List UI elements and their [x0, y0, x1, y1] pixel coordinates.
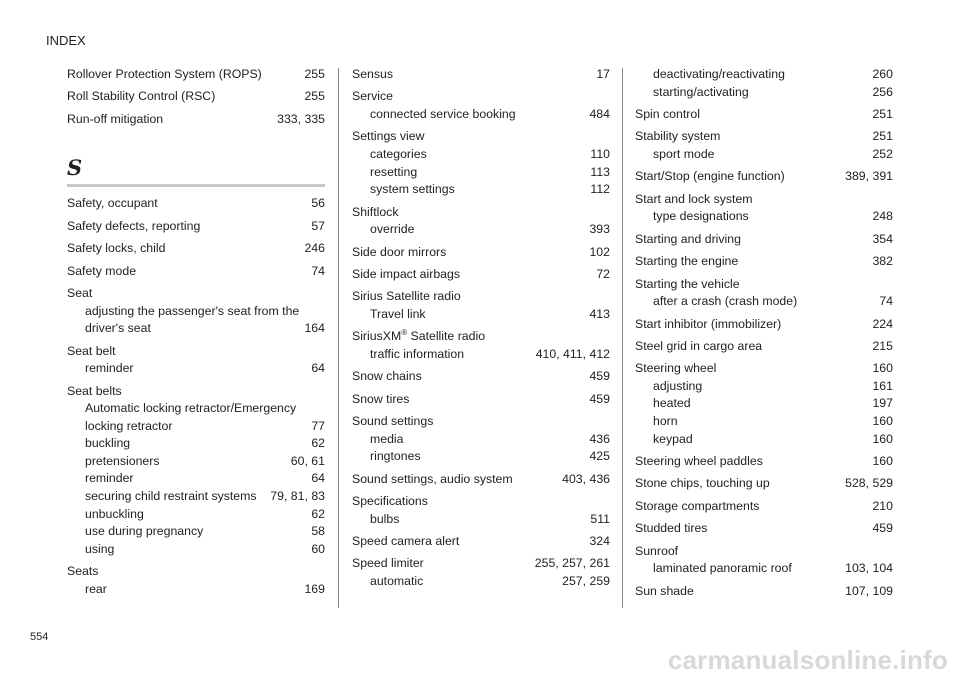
- entry-row: [67, 263, 325, 281]
- index-entry: [352, 391, 610, 409]
- index-entry: [352, 413, 610, 466]
- page-ref: 110: [590, 146, 610, 161]
- entry-term: Seat belts: [67, 383, 122, 398]
- section-letter-block: [67, 156, 325, 187]
- subentry-term: system settings: [370, 182, 455, 197]
- page-ref: 251: [872, 129, 893, 144]
- subentry-list: [352, 106, 610, 124]
- index-entry: [635, 253, 893, 271]
- entry-term: Studded tires: [635, 521, 708, 536]
- entry-row: [67, 88, 325, 106]
- entry-row: [352, 266, 610, 284]
- entry-row: [635, 520, 893, 538]
- subentry-row: [370, 146, 610, 164]
- entry-term: Settings view: [352, 129, 425, 144]
- entry-term: Sensus: [352, 67, 394, 81]
- entry-term: Sound settings, audio system: [352, 471, 513, 486]
- subentry-term: reminder: [85, 471, 134, 486]
- entry-row: [352, 368, 610, 386]
- subentry-term: automatic: [370, 574, 424, 588]
- index-entries-s: [67, 195, 325, 598]
- index-entry: [635, 128, 893, 163]
- index-entry: [635, 543, 893, 578]
- page-ref: 160: [872, 454, 893, 469]
- subentry-list: [352, 346, 610, 364]
- subentry-row: [370, 181, 610, 199]
- entry-term: Steering wheel paddles: [635, 454, 763, 469]
- entry-term: Starting and driving: [635, 231, 741, 246]
- page-ref: 425: [589, 449, 610, 464]
- entry-term: Storage compartments: [635, 498, 760, 513]
- index-entry: [635, 168, 893, 186]
- trademark-symbol: ®: [401, 328, 408, 338]
- page-ref: 169: [304, 581, 325, 596]
- index-entry: [635, 191, 893, 226]
- subentry-term: heated: [653, 396, 691, 411]
- index-entry: [352, 368, 610, 386]
- index-entries: [635, 66, 893, 600]
- page-ref: 58: [311, 524, 325, 539]
- subentry-term: type designations: [653, 209, 749, 224]
- page-header-title: INDEX: [46, 33, 86, 48]
- index-entry: [635, 475, 893, 493]
- entry-row: [635, 191, 893, 209]
- subentry-term: unbuckling: [85, 506, 144, 521]
- index-entry: [67, 218, 325, 236]
- entry-row: [635, 316, 893, 334]
- index-entry: [352, 266, 610, 284]
- entry-term: Steering wheel: [635, 361, 717, 376]
- entry-term: Roll Stability Control (RSC): [67, 89, 216, 104]
- entry-row: [352, 204, 610, 222]
- page-ref: 161: [872, 378, 893, 393]
- index-entry: [352, 493, 610, 528]
- subentry-term: starting/activating: [653, 84, 749, 99]
- entry-term: Safety, occupant: [67, 196, 158, 211]
- subentry-term: laminated panoramic roof: [653, 561, 792, 576]
- subentry-row: [85, 488, 325, 506]
- entry-row: [635, 475, 893, 493]
- entry-term: Seat: [67, 285, 93, 300]
- entry-term: Stone chips, touching up: [635, 476, 770, 491]
- subentry-row: [85, 470, 325, 488]
- index-entries: [352, 66, 610, 591]
- index-entry: [352, 471, 610, 489]
- index-entry: [67, 66, 325, 84]
- page-ref: 511: [590, 511, 610, 526]
- subentry-list: [635, 293, 893, 311]
- entry-row: [67, 240, 325, 258]
- entry-row: [67, 218, 325, 236]
- page-number: 554: [30, 631, 49, 643]
- subentry-term: connected service booking: [370, 106, 516, 121]
- entry-term: Side door mirrors: [352, 244, 447, 259]
- page-ref: 333, 335: [277, 111, 325, 126]
- subentry-row: [653, 395, 893, 413]
- page-ref: 528, 529: [845, 476, 893, 491]
- entry-row: [352, 328, 610, 346]
- page-ref: 72: [596, 266, 610, 281]
- subentry-list: [352, 573, 610, 591]
- page-ref: 260: [872, 67, 893, 81]
- subentry-row: [85, 541, 325, 559]
- subentry-row: [370, 448, 610, 466]
- index-entry: [67, 240, 325, 258]
- entry-row: [352, 533, 610, 551]
- page-ref: 62: [311, 436, 325, 451]
- subentry-term: horn: [653, 414, 678, 429]
- page-ref: 255, 257, 261: [534, 556, 610, 571]
- subentry-list: [352, 431, 610, 466]
- page-ref: 197: [872, 396, 893, 411]
- index-entry: [67, 263, 325, 281]
- entry-row: [635, 583, 893, 601]
- page-ref: 256: [872, 84, 893, 99]
- subentry-row: [85, 453, 325, 471]
- entry-row: [635, 253, 893, 271]
- index-entry: [352, 288, 610, 323]
- page-ref: 410, 411, 412: [535, 346, 610, 361]
- index-column-2: [352, 66, 610, 595]
- page-ref: 354: [872, 231, 893, 246]
- subentry-list: [67, 400, 325, 558]
- subentry-term: reminder: [85, 361, 134, 376]
- index-entry: [67, 383, 325, 559]
- entry-term: Run-off mitigation: [67, 111, 164, 126]
- page-ref: 484: [589, 106, 610, 121]
- subentry-row: [653, 560, 893, 578]
- subentry-term: buckling: [85, 436, 131, 451]
- index-entry: [67, 563, 325, 598]
- page-ref: 74: [879, 294, 893, 309]
- index-entry: [67, 285, 325, 338]
- subentry-term: after a crash (crash mode): [653, 294, 798, 309]
- entry-row: [635, 360, 893, 378]
- subentry-row: [653, 413, 893, 431]
- entry-row: [352, 128, 610, 146]
- page-ref: 459: [589, 369, 610, 384]
- column-divider: [338, 68, 339, 608]
- page-ref: 57: [311, 218, 325, 233]
- page-ref: 164: [304, 321, 325, 336]
- subentry-term: Travel link: [370, 306, 426, 321]
- page-ref: 64: [311, 471, 325, 486]
- entry-term: Spin control: [635, 106, 700, 121]
- subentry-row: [653, 208, 893, 226]
- index-entry: [635, 498, 893, 516]
- column-divider: [622, 68, 623, 608]
- page-ref: 246: [304, 241, 325, 256]
- page-ref: 251: [872, 106, 893, 121]
- page-ref: 102: [589, 244, 610, 259]
- entry-row: [352, 493, 610, 511]
- index-column-1: [67, 66, 325, 603]
- page-ref: 382: [872, 254, 893, 269]
- entry-term: Seats: [67, 564, 99, 579]
- subentry-row: [370, 431, 610, 449]
- entry-term: Safety mode: [67, 263, 137, 278]
- subentry-row: [370, 573, 610, 591]
- page-ref: 255: [304, 67, 325, 81]
- subentry-row: [85, 360, 325, 378]
- index-entry: [352, 244, 610, 262]
- entry-term: Sun shade: [635, 583, 694, 598]
- entry-term: Start inhibitor (immobilizer): [635, 316, 782, 331]
- entry-term: Starting the engine: [635, 254, 739, 269]
- index-entry: [635, 276, 893, 311]
- index-entry: [635, 316, 893, 334]
- entry-term: Start and lock system: [635, 191, 753, 206]
- subentry-row: [653, 66, 893, 84]
- page-ref: 17: [596, 67, 610, 81]
- entry-row: [67, 66, 325, 84]
- page-ref: 324: [589, 534, 610, 549]
- page-ref: 459: [589, 391, 610, 406]
- entry-row: [635, 498, 893, 516]
- page-ref: 112: [590, 182, 610, 197]
- page-ref: 224: [872, 316, 893, 331]
- entry-row: [352, 88, 610, 106]
- subentry-list: [635, 66, 893, 101]
- entry-term: Specifications: [352, 494, 428, 509]
- subentry-term: deactivating/reactivating: [653, 67, 785, 81]
- index-entry: [352, 128, 610, 198]
- subentry-list: [635, 560, 893, 578]
- section-letter: S: [67, 155, 83, 181]
- entry-row: [635, 231, 893, 249]
- page-ref: 77: [311, 418, 325, 433]
- subentry-term: pretensioners: [85, 453, 160, 468]
- subentry-row: [370, 106, 610, 124]
- subentry-term: use during pregnancy: [85, 524, 204, 539]
- index-entry: [67, 88, 325, 106]
- page-ref: 403, 436: [562, 471, 610, 486]
- page-ref: 62: [311, 506, 325, 521]
- entry-term: Sunroof: [635, 543, 679, 558]
- index-entry: [635, 66, 893, 101]
- subentry-list: [67, 581, 325, 599]
- index-entry: [635, 360, 893, 448]
- page-ref: 160: [872, 414, 893, 429]
- entry-row: [635, 276, 893, 294]
- entry-row: [352, 471, 610, 489]
- entry-term: Speed camera alert: [352, 534, 460, 549]
- entry-term: Starting the vehicle: [635, 276, 740, 291]
- page-ref: 56: [311, 196, 325, 211]
- section-letter-rule: [67, 184, 325, 187]
- subentry-list: [635, 208, 893, 226]
- index-entry: [67, 111, 325, 129]
- index-column-3: [635, 66, 893, 605]
- subentry-row: [653, 431, 893, 449]
- entry-row: [635, 543, 893, 561]
- subentry-row: [85, 418, 325, 436]
- page-ref: 248: [872, 209, 893, 224]
- entry-term: Side impact airbags: [352, 266, 460, 281]
- subentry-term: using: [85, 541, 115, 556]
- index-entries-r: [67, 66, 325, 128]
- page-ref: 389, 391: [845, 169, 893, 184]
- page-ref: 107, 109: [845, 583, 893, 598]
- page-ref: 393: [589, 222, 610, 237]
- watermark-text: carmanualsonline.info: [667, 645, 948, 675]
- entry-row: [67, 383, 325, 401]
- subentry-list: [67, 303, 325, 338]
- subentry-row: [370, 346, 610, 364]
- index-entry: [635, 338, 893, 356]
- entry-term: Safety locks, child: [67, 241, 166, 256]
- subentry-row: [85, 320, 325, 338]
- subentry-row: [370, 221, 610, 239]
- index-entry: [352, 555, 610, 590]
- entry-term: Safety defects, reporting: [67, 218, 201, 233]
- page-ref: 74: [311, 263, 325, 278]
- subentry-term: categories: [370, 146, 427, 161]
- page-ref: 459: [872, 521, 893, 536]
- index-entry: [352, 204, 610, 239]
- index-entry: [352, 328, 610, 363]
- entry-row: [352, 555, 610, 573]
- entry-term: Speed limiter: [352, 556, 424, 571]
- page-ref: 60, 61: [290, 453, 325, 468]
- entry-row: [67, 285, 325, 303]
- page-ref: 210: [872, 498, 893, 513]
- subentry-row: [653, 146, 893, 164]
- subentry-term-line: Automatic locking retractor/Emergency: [85, 401, 297, 416]
- subentry-row: [85, 523, 325, 541]
- entry-term: Shiftlock: [352, 204, 399, 219]
- subentry-term: ringtones: [370, 449, 421, 464]
- entry-term: Snow tires: [352, 391, 410, 406]
- entry-row: [352, 244, 610, 262]
- entry-term: Seat belt: [67, 343, 116, 358]
- subentry-term-line: adjusting the passenger's seat from the: [85, 303, 300, 318]
- index-entry: [67, 343, 325, 378]
- subentry-row: [653, 378, 893, 396]
- index-entry: [352, 533, 610, 551]
- entry-row: [635, 106, 893, 124]
- entry-row: [67, 343, 325, 361]
- entry-term: Service: [352, 89, 394, 104]
- subentry-term: adjusting: [653, 378, 703, 393]
- subentry-term: securing child restraint systems: [85, 489, 257, 504]
- page-ref: 60: [311, 541, 325, 556]
- entry-term: Start/Stop (engine function): [635, 169, 785, 184]
- subentry-row: [85, 506, 325, 524]
- entry-row: [352, 413, 610, 431]
- subentry-term: media: [370, 431, 404, 446]
- page-ref: 160: [872, 361, 893, 376]
- subentry-term: rear: [85, 581, 107, 596]
- page-ref: 413: [589, 306, 610, 321]
- subentry-row: [653, 84, 893, 102]
- subentry-row: [370, 306, 610, 324]
- entry-row: [635, 168, 893, 186]
- index-entry: [635, 583, 893, 601]
- page-ref: 252: [872, 146, 893, 161]
- entry-term: Sirius Satellite radio: [352, 289, 461, 304]
- page-ref: 160: [872, 431, 893, 446]
- subentry-row: [85, 435, 325, 453]
- entry-row: [635, 453, 893, 471]
- subentry-term: resetting: [370, 164, 418, 179]
- page-ref: 113: [590, 164, 610, 179]
- subentry-list: [635, 378, 893, 448]
- page-ref: 436: [589, 431, 610, 446]
- subentry-term: driver's seat: [85, 321, 151, 336]
- entry-term: Stability system: [635, 129, 721, 144]
- page-ref: 255: [304, 89, 325, 104]
- subentry-list: [352, 511, 610, 529]
- subentry-row: [85, 581, 325, 599]
- entry-row: [352, 391, 610, 409]
- entry-row: [67, 195, 325, 213]
- index-entry: [635, 231, 893, 249]
- page-ref: 103, 104: [845, 561, 893, 576]
- subentry-list: [635, 146, 893, 164]
- subentry-list: [352, 146, 610, 199]
- subentry-term: locking retractor: [85, 418, 173, 433]
- subentry-term: keypad: [653, 431, 693, 446]
- entry-term: Sound settings: [352, 414, 434, 429]
- page-ref: 64: [311, 361, 325, 376]
- entry-row: [352, 288, 610, 306]
- index-entry: [352, 66, 610, 84]
- entry-row: [352, 66, 610, 84]
- page-ref: 79, 81, 83: [270, 489, 325, 504]
- index-entry: [635, 520, 893, 538]
- subentry-term: sport mode: [653, 146, 715, 161]
- entry-term: SiriusXM® Satellite radio: [352, 328, 486, 344]
- subentry-list: [352, 306, 610, 324]
- index-entry: [635, 453, 893, 471]
- page-ref: 257, 259: [562, 574, 610, 588]
- index-entry: [635, 106, 893, 124]
- subentry-list: [352, 221, 610, 239]
- subentry-term: bulbs: [370, 511, 400, 526]
- page-ref: 215: [872, 338, 893, 353]
- entry-row: [635, 128, 893, 146]
- index-entry: [352, 88, 610, 123]
- entry-row: [635, 338, 893, 356]
- index-entry: [67, 195, 325, 213]
- subentry-row: [370, 164, 610, 182]
- entry-term: Rollover Protection System (ROPS): [67, 67, 262, 81]
- subentry-row: [370, 511, 610, 529]
- entry-row: [67, 563, 325, 581]
- entry-row: [67, 111, 325, 129]
- subentry-term: traffic information: [370, 346, 465, 361]
- entry-term: Snow chains: [352, 369, 422, 384]
- subentry-row: [653, 293, 893, 311]
- entry-term: Steel grid in cargo area: [635, 338, 763, 353]
- subentry-term: override: [370, 222, 415, 237]
- subentry-list: [67, 360, 325, 378]
